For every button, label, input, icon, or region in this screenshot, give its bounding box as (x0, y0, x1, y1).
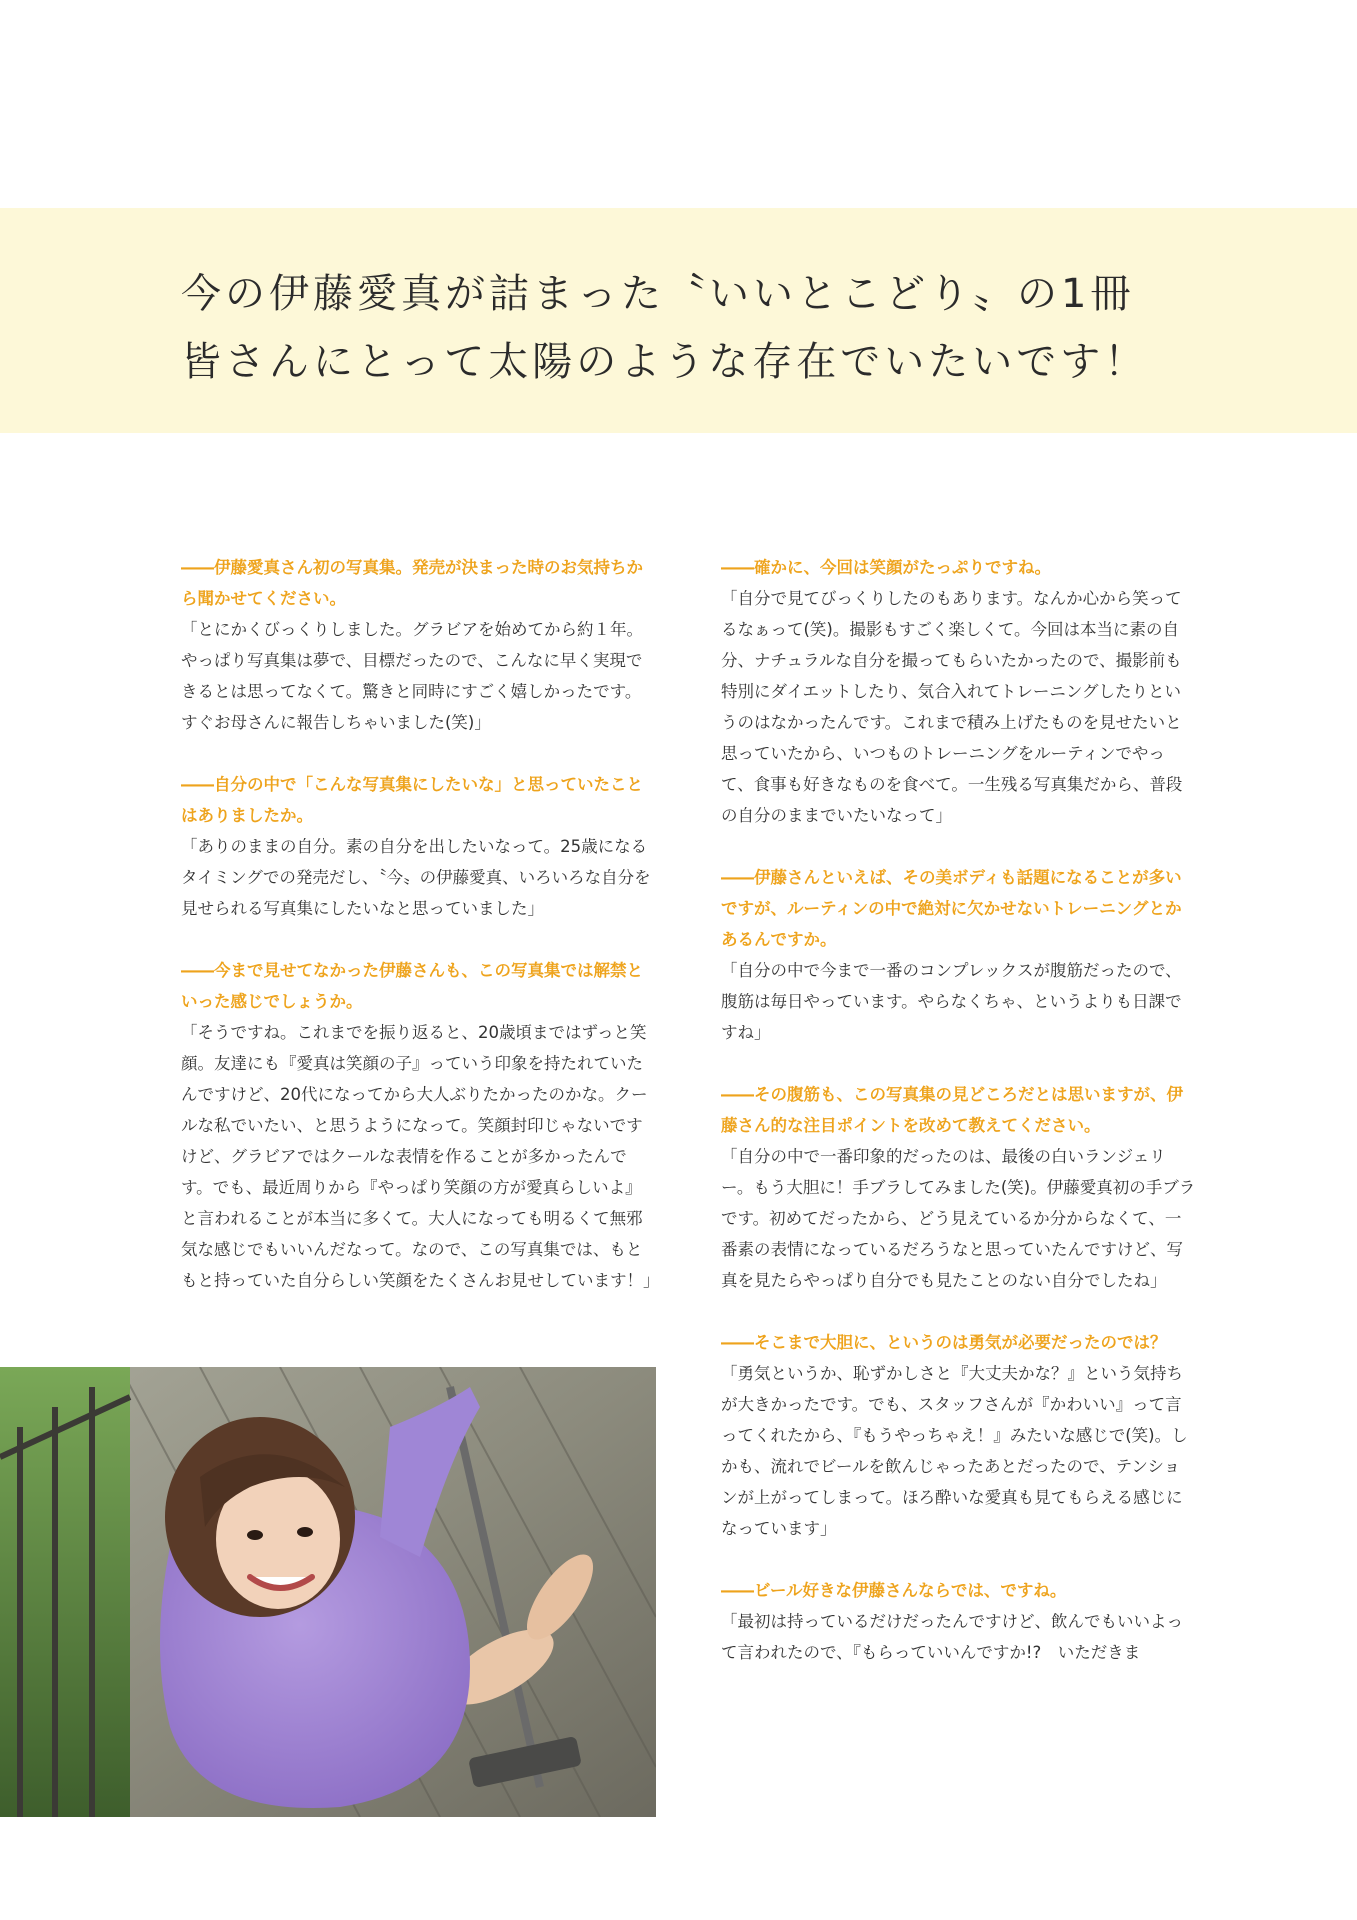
interview-question: ――伊藤さんといえば、その美ボディも話題になることが多いですが、ルーティンの中で絶対に欠かせないトレーニングとかあるんですか。 (721, 868, 1182, 949)
spacer (181, 924, 656, 955)
interview-answer: 「最初は持っているだけだったんですけど、飲んでもいいよって言われたので、『もらっていいんですか!? いただきま (721, 1612, 1183, 1662)
interview-question: ――そこまで大胆に、というのは勇気が必要だったのでは？ (721, 1333, 1167, 1352)
interview-answer: 「自分の中で一番印象的だったのは、最後の白いランジェリー。もう大胆に！手ブラしてみました(笑)。伊藤愛真初の手ブラです。初めてだったから、どう見えているか分からなくて、一番素の表情になっているだろうなと思っていたんですけど、写真を見たらやっぱり自分でも見たことのない自分でしたね」 (721, 1147, 1196, 1290)
interview-question: ――ビール好きな伊藤さんならでは、ですね。 (721, 1581, 1067, 1600)
interview-answer: 「とにかくびっくりしました。グラビアを始めてから約１年。やっぱり写真集は夢で、目標だったので、こんなに早く実現できるとは思ってなくて。驚きと同時にすごく嬉しかったです。すぐお母さんに報告しちゃいました(笑)」 (181, 620, 643, 732)
interview-column-left (181, 552, 660, 1296)
headline-banner (0, 208, 1357, 433)
portrait-illustration (0, 1367, 656, 1817)
interview-answer: 「自分の中で今まで一番のコンプレックスが腹筋だったので、腹筋は毎日やっています。やらなくちゃ、というよりも日課ですね」 (721, 961, 1182, 1042)
interview-answer: 「そうですね。これまでを振り返ると、20歳頃まではずっと笑顔。友達にも『愛真は笑顔の子』っていう印象を持たれていたんですけど、20代になってから大人ぶりたかったのかな。クールな私でいたい、と思うようになって。笑顔封印じゃないですけど、グラビアではクールな表情を作ることが多かったんです。でも、最近周りから『やっぱり笑顔の方が愛真らしいよ』と言われることが本当に多くて。大人になっても明るくて無邪気な感じでもいいんだなって。なので、この写真集では、もともと持っていた自分らしい笑顔をたくさんお見せしています！」 (181, 1023, 660, 1290)
interview-question: ――その腹筋も、この写真集の見どころだとは思いますが、伊藤さん的な注目ポイントを改めて教えてください。 (721, 1085, 1183, 1135)
headline-line-2: 皆さんにとって太陽のような存在でいたいです！ (181, 339, 1149, 385)
spacer (181, 738, 656, 769)
interview-question: ――確かに、今回は笑顔がたっぷりですね。 (721, 558, 1051, 577)
interview-answer: 「自分で見てびっくりしたのもあります。なんか心から笑ってるなぁって(笑)。撮影もすごく楽しくて。今回は本当に素の自分、ナチュラルな自分を撮ってもらいたかったので、撮影前も特別にダイエットしたり、気合入れてトレーニングしたりというのはなかったんです。これまで積み上げたものを見せたいと思っていたから、いつものトレーニングをルーティンでやって、食事も好きなものを食べて。一生残る写真集だから、普段の自分のままでいたいなって」 (721, 589, 1183, 825)
interview-answer: 「ありのままの自分。素の自分を出したいなって。25歳になるタイミングでの発売だし、〝今〟の伊藤愛真、いろいろな自分を見せられる写真集にしたいなと思っていました」 (181, 837, 651, 918)
spacer (721, 1048, 1196, 1079)
interview-question: ――伊藤愛真さん初の写真集。発売が決まった時のお気持ちから聞かせてください。 (181, 558, 643, 608)
interview-question: ――自分の中で「こんな写真集にしたいな」と思っていたことはありましたか。 (181, 775, 643, 825)
headline-line-1: 今の伊藤愛真が詰まった〝いいとこどり〟の1冊 (181, 271, 1135, 317)
spacer (721, 831, 1196, 862)
interview-answer: 「勇気というか、恥ずかしさと『大丈夫かな？』という気持ちが大きかったです。でも、スタッフさんが『かわいい』って言ってくれたから、『もうやっちゃえ！』みたいな感じで(笑)。しかも、流れでビールを飲んじゃったあとだったので、テンションが上がってしまって。ほろ酔いな愛真も見てもらえる感じになっています」 (721, 1364, 1188, 1538)
spacer (721, 1296, 1196, 1327)
spacer (721, 1544, 1196, 1575)
interview-column-right (721, 552, 1196, 1668)
portrait-photo (0, 1367, 656, 1817)
interview-question: ――今まで見せてなかった伊藤さんも、この写真集では解禁といった感じでしょうか。 (181, 961, 643, 1011)
